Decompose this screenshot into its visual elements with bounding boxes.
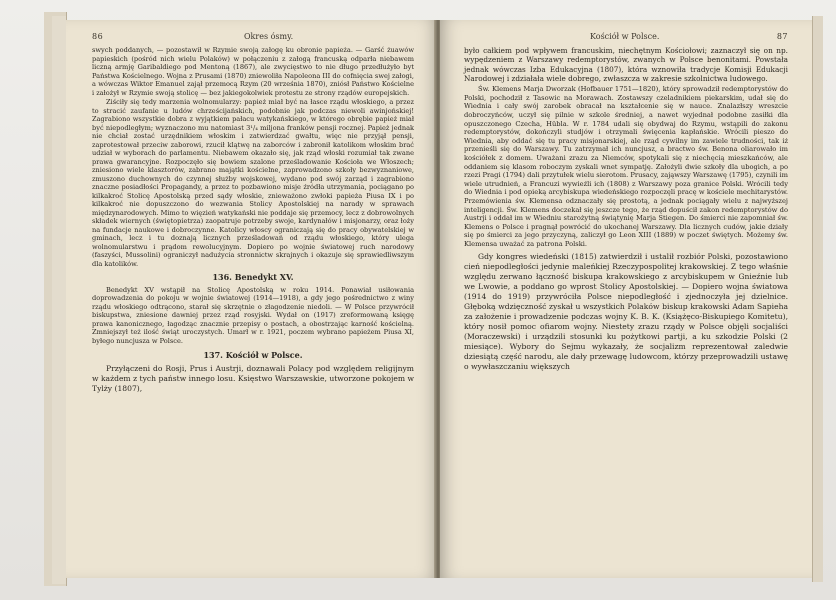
right-page-number: 87 [776,32,788,41]
left-page-number: 86 [92,32,104,41]
right-page-header: Kościół w Polsce. [590,32,660,41]
section-title: 137. Kościół w Polsce. [203,350,303,360]
paragraph: Ziściły się tedy marzenia wolnomularzy: papież miał być na łasce rządu włoskiego, a przez to stracić zaufanie u ludów chrześcijańskich, podobnie jak podczas niewoli awinjońskiej! Zagrabiono wszystkie dobra z wyjątkiem pałacu watykańskiego, w którego obrębie papież miał być niepodległym; wyznaczono mu natomiast 3¹/₄ miljona franków pensji rocznej. Papież jednak nie chciał zostać urzędnikiem włoskim i zatwierdzać gwałtu, więc nie przyjął pensji, zaprotestował przeciw zaborowi, rzucił klątwę na zaborców i zabronił katolikom włoskim brać udział w wyborach do parlamentu. Niebawem okazało się, jak rząd włoski rozumiał tak zwane prawa gwarancyjne. Rozpoczęło się bowiem szalone prześladowanie Kościoła we Włoszech; zniesiono wiele klasztorów, zabrano majątki kościelne, zaprowadzono szkoły bezwyznaniowe, zmuszono duchownych do czynnej służby wojskowej, wydano pod swój zarząd i zagrabiono znaczne posiadłości Propagandy, a przez to pozbawiono misje źródła utrzymania, pociągano po kilkakroć Stolicę Apostolską przed sądy włoskie, znieważono zwłoki papieża Piusa IX i po kilkakroć nie dopuszczono do wezwania Stolicy Apostolskiej na narady w sprawach międzynarodowych. Mimo to więzień watykański nie poddaje się przemocy, lecz z dobrowolnych składek wiernych (świętopietrza) zaopatruje potrzeby swoje, kardynałów i misjonarzy, oraz łoży na fundacje naukowe i dobroczynne. Katolicy włoscy ograniczają się do pracy obywatelskiej w gminach, lecz i tu doznają licznych prześladowań od rządu włoskiego, który ulega wolnomularstwu i prądom rewolucyjnym. Dopiero po wojnie światowej ruch narodowy (faszyści, Mussolini) ograniczył nadużycia stronnictw skrajnych i okazuje się sprawiedliwszym dla katolików. [92,98,414,268]
paragraph: było całkiem pod wpływem francuskim, niechętnym Kościołowi; zaznaczył się on np. wypędzeniem z Warszawy redemptorystów, zwanych w Polsce benonitami. Powstała jednak wówczas Izba Edukacyjna (1807), która wznowiła tradycje Komisji Edukacji Narodowej i zdziałała wiele dobrego, zwłaszcza w zakresie szkolnictwa ludowego. [464,46,788,83]
paragraph: Przyłączeni do Rosji, Prus i Austrji, doznawali Polacy pod względem religijnym w każdem z tych państw innego losu. Księstwo Warszawskie, utworzone pokojem w Tylży (1807), [92,363,414,393]
paragraph: swych poddanych, — pozostawił w Rzymie swoją załogę ku obronie papieża. — Garść żuawów papieskich (pośród nich wielu Polaków) w połączeniu z załogą francuską odparła niebawem liczną armję Garibaldiego pod Mentoną (1867), ale zwycięstwo to nie długo przedłużyło byt Państwa Kościelnego. Wojna z Prusami (1870) zniewoliła Napoleona III do cofnięcia swej załogi, a wówczas Wiktor Emanuel zajął przemocą Rzym (20 września 1870), zniósł Państwo Kościelne i założył w Rzymie swoją stolicę — bez jakiegokolwiek protestu ze strony rządów europejskich. [92,46,414,97]
left-page [66,20,436,578]
right-page-body [464,46,788,372]
right-page [440,20,812,578]
page-edges-left-inner [52,16,67,584]
section-title: 136. Benedykt XV. [212,272,294,282]
paragraph: Benedykt XV wstąpił na Stolicę Apostolską w roku 1914. Ponawiał usiłowania doprowadzenia do pokoju w wojnie światowej (1914—1918), a gdy jego pośrednictwo z winy rządu włoskiego odtrącono, starał się skrzętnie o złagodzenie niedoli. — W Polsce przywrócił biskupstwa, zniesione dawniej przez rząd rosyjski. Wydał on (1917) zreformowaną księgę prawa kanonicznego, łagodząc znacznie przepisy o postach, a obostrzając karność kościelną. Zmniejszył też ilość świąt uroczystych. Umarł w r. 1921, poczem wybrano papieżem Piusa XI, byłego nuncjusza w Polsce. [92,285,414,345]
paragraph: Św. Klemens Marja Dworzak (Hofbauer 1751—1820), który sprowadził redemptorystów do Polski, pochodził z Tasowic na Morawach. Zostawszy czeladnikiem piekarskim, udał się do Wiednia i cały swój zarobek obracał na kształcenie się w nauce. Znalazłszy wreszcie dobroczyńców, uczył się pilnie w szkole średniej, a nawet wyjednał podobne zasiłki dla opuszczonego Czecha, Hübla. W r. 1784 udali się obydwaj do Rzymu, wstąpili do zakonu redemptorystów, dokończyli studjów i otrzymali święcenia kapłańskie. Wrócili pieszo do Wiednia, aby oddać się tu pracy misjonarskiej, ale rząd cywilny im zawiele trudności, tak iż przenieśli się do Warszawy. Tu zatrzymał ich nuncjusz, a bractwo św. Benona oliarowało im kościółek z domem. Uważani zrazu za Niemców, spotykali się z niechęcią mieszkańców, ale oddaniem się klasom roboczym zyskali wnet sympatję. Założyli dwie szkoły dla ubogich, a po rzezi Pragi (1794) dali przytułek wielu sierotom. Prusacy, zająwszy Warszawę (1795), czynili im wiele utrudnień, a Francuzi wywieźli ich (1808) z Warszawy poza granice Polski. Wrócili tedy do Wiednia i pod opieką arcybiskupa wiedeńskiego rozpoczęli pracę w kościele mechitarystów. Przemówienia św. Klemensa odznaczały się prostotą, a jednak pociągały wielu z najwyższej inteligencji. Św. Klemens doczekał się jeszcze tego, że rząd dopuścił zakon redemptorystów do Austrji i oddał im w Wiedniu starożytną świątynię Marja Stiegen. Do śmierci nie zapomniał św. Klemens o Polsce i pragnął powrócić do ukochanej Warszawy. Dla licznych cudów, jakie działy się po śmierci za jego przyczyną, zaliczył go Leon XIII (1889) w poczet świętych. Możemy św. Klemensa uważać za patrona Polski. [464,85,788,248]
left-page-body [92,46,414,394]
page-edges-right [812,16,823,582]
left-page-header: Okres ósmy. [244,32,294,41]
paragraph: Gdy kongres wiedeński (1815) zatwierdził i ustalił rozbiór Polski, pozostawiono cień niepodległości jedynie maleńkiej Rzeczypospolitej krakowskiej. Z tego właśnie względu zerwano łączność biskupa krakowskiego z arcybiskupem w Gnieźnie lub we Lwowie, a poddano go wprost Stolicy Apostolskiej. — Dopiero wojna światowa (1914 do 1919) przywróciła Polsce niepodległość i zjednoczyła jej dzielnice. Głęboką wdzięczność zyskał u wszystkich Polaków biskup krakowski Adam Sapieha za założenie i prowadzenie podczas wojny K. B. K. (Książęco-Biskupiego Komitetu), który nosił pomoc ofiarom wojny. Niestety zrazu rządy w Polsce objęli socjaliści (Moraczewski) i urządzili stosunki ku pożytkowi partji, a ku szkodzie Polski (2 miesiące). Wybory do Sejmu wykazały, że socjalizm reprezentował zaledwie dziesiątą część narodu, ale dały przewagę ludowcom, którzy przeprowadzili ustawę o wywłaszczaniu większych [464,252,788,372]
